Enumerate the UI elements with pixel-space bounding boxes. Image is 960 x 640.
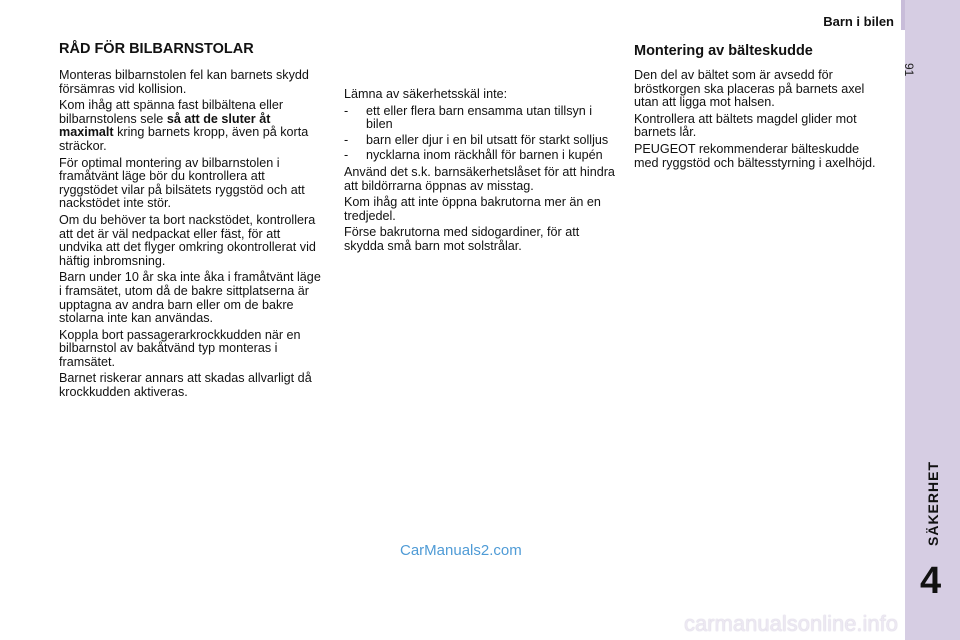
- bold-emphasis: så att de sluter åt maximalt: [59, 111, 271, 140]
- header-divider: [901, 0, 905, 30]
- left-paragraph: För optimal montering av bilbarnstolen i framåtvänt läge bör du kontrollera att ryggstödet vilar på bilsätets ryggstöd och att nackstödet inte stör.: [59, 155, 305, 211]
- right-paragraph: Kontrollera att bältets magdel glider mot barnets lår.: [634, 111, 857, 140]
- left-paragraph: Koppla bort passagerarkrockkudden när en bilbarnstol av bakåtvänd typ monteras i framsätet.: [59, 327, 301, 369]
- left-column: [59, 69, 324, 403]
- left-heading: RÅD FÖR BILBARNSTOLAR: [59, 41, 254, 57]
- running-header: Barn i bilen: [823, 14, 894, 29]
- chapter-number: 4: [920, 560, 942, 602]
- left-paragraph: Om du behöver ta bort nackstödet, kontrollera att det är väl nedpackat eller fäst, för att undvika att det flyger omkring okontrollerat vid häftig inbromsning.: [59, 212, 316, 268]
- left-paragraph: Barn under 10 år ska inte åka i framåtvänt läge i framsätet, utom då de bakre sittplatserna är upptagna av andra barn eller om de bakre stolarna inte kan användas.: [59, 270, 321, 326]
- right-column: [634, 69, 886, 173]
- right-paragraph: PEUGEOT rekommenderar bälteskudde med ryggstöd och bältesstyrning i axelhöjd.: [634, 141, 876, 170]
- middle-paragraph: Förse bakrutorna med sidogardiner, för att skydda små barn mot solstrålar.: [344, 225, 580, 253]
- list-item-text: barn eller djur i en bil utsatt för starkt solljus: [366, 132, 609, 147]
- dash-marker: -: [344, 148, 349, 163]
- middle-intro: Lämna av säkerhetsskäl inte:: [344, 87, 508, 101]
- page-number: 91: [902, 63, 916, 77]
- section-label: SÄKERHET: [925, 460, 941, 546]
- middle-column: [344, 88, 616, 257]
- right-heading: Montering av bälteskudde: [634, 43, 813, 59]
- left-paragraph: Monteras bilbarnstolen fel kan barnets skydd försämras vid kollision.: [59, 68, 309, 96]
- dash-marker: -: [344, 103, 349, 118]
- left-paragraph: [59, 99, 324, 153]
- middle-paragraph: Kom ihåg att inte öppna bakrutorna mer än en tredjedel.: [344, 195, 601, 223]
- watermark-carmanualsonline: carmanualsonline.info: [684, 611, 899, 636]
- middle-paragraph: Använd det s.k. barnsäkerhetslåset för att hindra att bildörrarna öppnas av misstag.: [344, 164, 615, 193]
- list-item-text: nycklarna inom räckhåll för barnen i kupén: [366, 148, 603, 163]
- list-item-text: ett eller flera barn ensamma utan tillsyn i bilen: [366, 103, 593, 132]
- watermark-carmanuals2[interactable]: CarManuals2.com: [400, 542, 522, 559]
- text-run: kring barnets kropp, även på korta sträckor.: [59, 125, 309, 153]
- right-paragraph: Den del av bältet som är avsedd för bröstkorgen ska placeras på barnets axel utan att ligga mot halsen.: [634, 68, 865, 110]
- bullet-list: [344, 105, 616, 163]
- list-item: [344, 149, 616, 163]
- list-item: [344, 105, 616, 132]
- left-paragraph: Barnet riskerar annars att skadas allvarligt då krockkudden aktiveras.: [59, 371, 312, 400]
- list-item: [344, 134, 616, 148]
- dash-marker: -: [344, 132, 349, 147]
- text-run: Kom ihåg att spänna fast bilbältena eller bilbarnstolens sele: [59, 98, 284, 126]
